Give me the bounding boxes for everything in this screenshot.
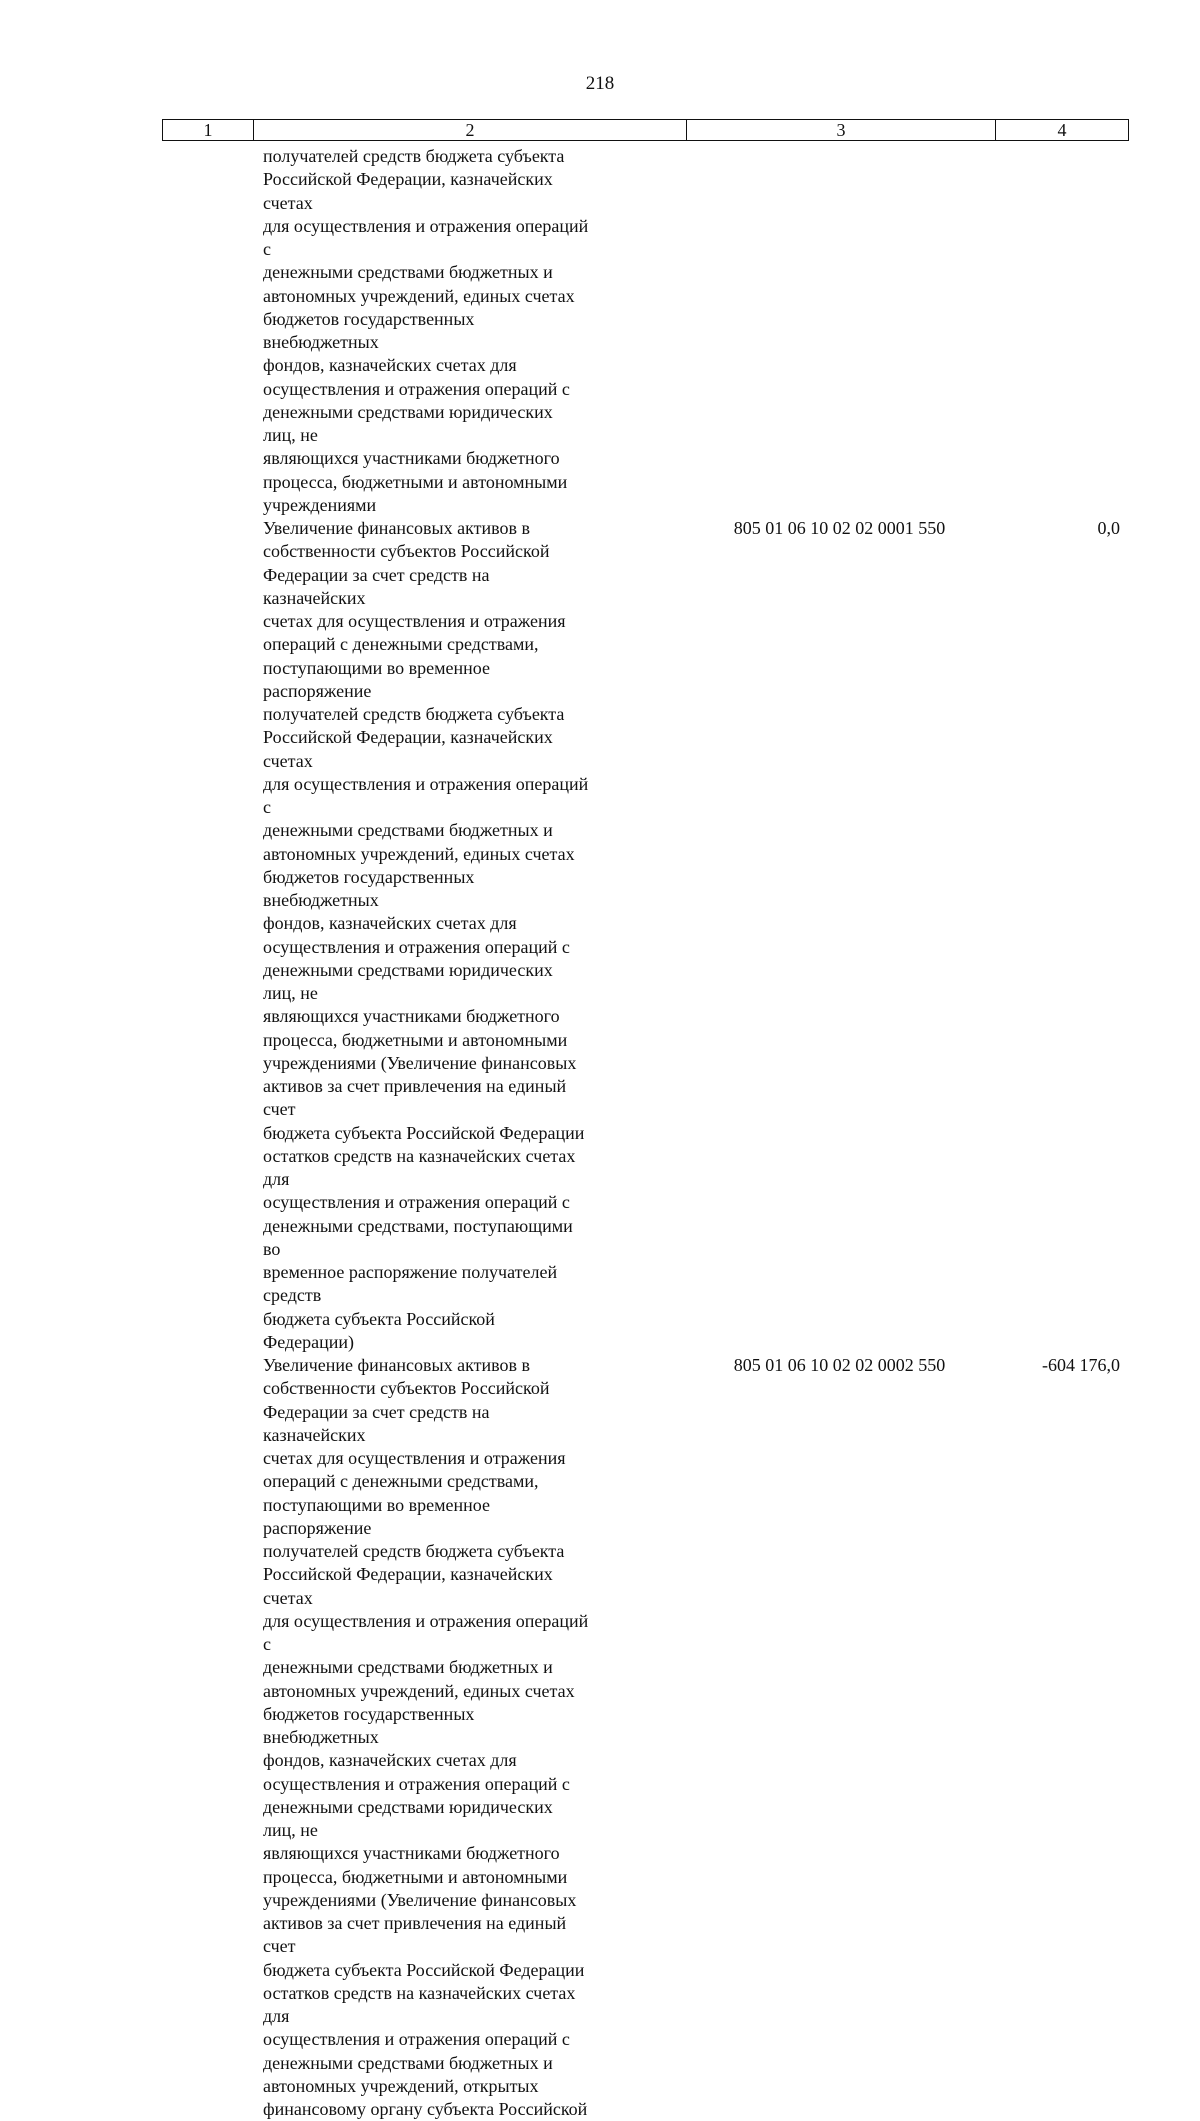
row-value: 0,0 [1097, 518, 1120, 538]
column-header-2: 2 [253, 120, 686, 140]
row-code: 805 01 06 10 02 02 0002 550 [733, 1355, 946, 1375]
row-value: -604 176,0 [1042, 1355, 1120, 1375]
table-header [162, 119, 1129, 141]
row-description: Увеличение финансовых активов в собственности субъектов Российской Федерации за счет средств на казначейских счетах для осуществления и отражения операций с денежными средствами, поступающими во временное распоряжение получателей средств бюджета субъекта Российской Федерации, казначейских счетах для осуществления и отражения операций с денежными средствами бюджетных и автономных учреждений, единых счетах бюджетов государственных внебюджетных фондов, казначейских счетах для осуществления и отражения операций с денежными средствами юридических лиц, не являющихся участниками бюджетного процесса, бюджетными и автономными учреждениями (Увеличение финансовых активов за счет привлечения на единый счет бюджета субъекта Российской Федерации остатков средств на казначейских счетах для осуществления и отражения операций с денежными средствами, поступающими во временное распоряжение получателей средств бюджета субъекта Российской Федерации) [263, 518, 589, 1352]
table-body [162, 145, 1129, 2121]
page-number: 218 [585, 73, 615, 94]
column-header-3: 3 [686, 120, 995, 140]
table-row [162, 1354, 1129, 2121]
row-description: Увеличение финансовых активов в собственности субъектов Российской Федерации за счет средств на казначейских счетах для осуществления и отражения операций с денежными средствами, поступающими во временное распоряжение получателей средств бюджета субъекта Российской Федерации, казначейских счетах для осуществления и отражения операций с денежными средствами бюджетных и автономных учреждений, единых счетах бюджетов государственных внебюджетных фондов, казначейских счетах для осуществления и отражения операций с денежными средствами юридических лиц, не являющихся участниками бюджетного процесса, бюджетными и автономными учреждениями (Увеличение финансовых активов за счет привлечения на единый счет бюджета субъекта Российской Федерации остатков средств на казначейских счетах для осуществления и отражения операций с денежными средствами бюджетных и автономных учреждений, открытых финансовому органу субъекта Российской [263, 1355, 589, 2119]
row-code: 805 01 06 10 02 02 0001 550 [733, 518, 946, 538]
column-header-4: 4 [995, 120, 1128, 140]
table-row [162, 517, 1129, 1354]
table-row [162, 145, 1129, 517]
column-header-1: 1 [203, 120, 213, 140]
row-value [994, 145, 1129, 517]
row-description: получателей средств бюджета субъекта Российской Федерации, казначейских счетах для осуществления и отражения операций с денежными средствами бюджетных и автономных учреждений, единых счетах бюджетов государственных внебюджетных фондов, казначейских счетах для осуществления и отражения операций с денежными средствами юридических лиц, не являющихся участниками бюджетного процесса, бюджетными и автономными учреждениями [263, 146, 589, 515]
row-code [595, 145, 994, 517]
